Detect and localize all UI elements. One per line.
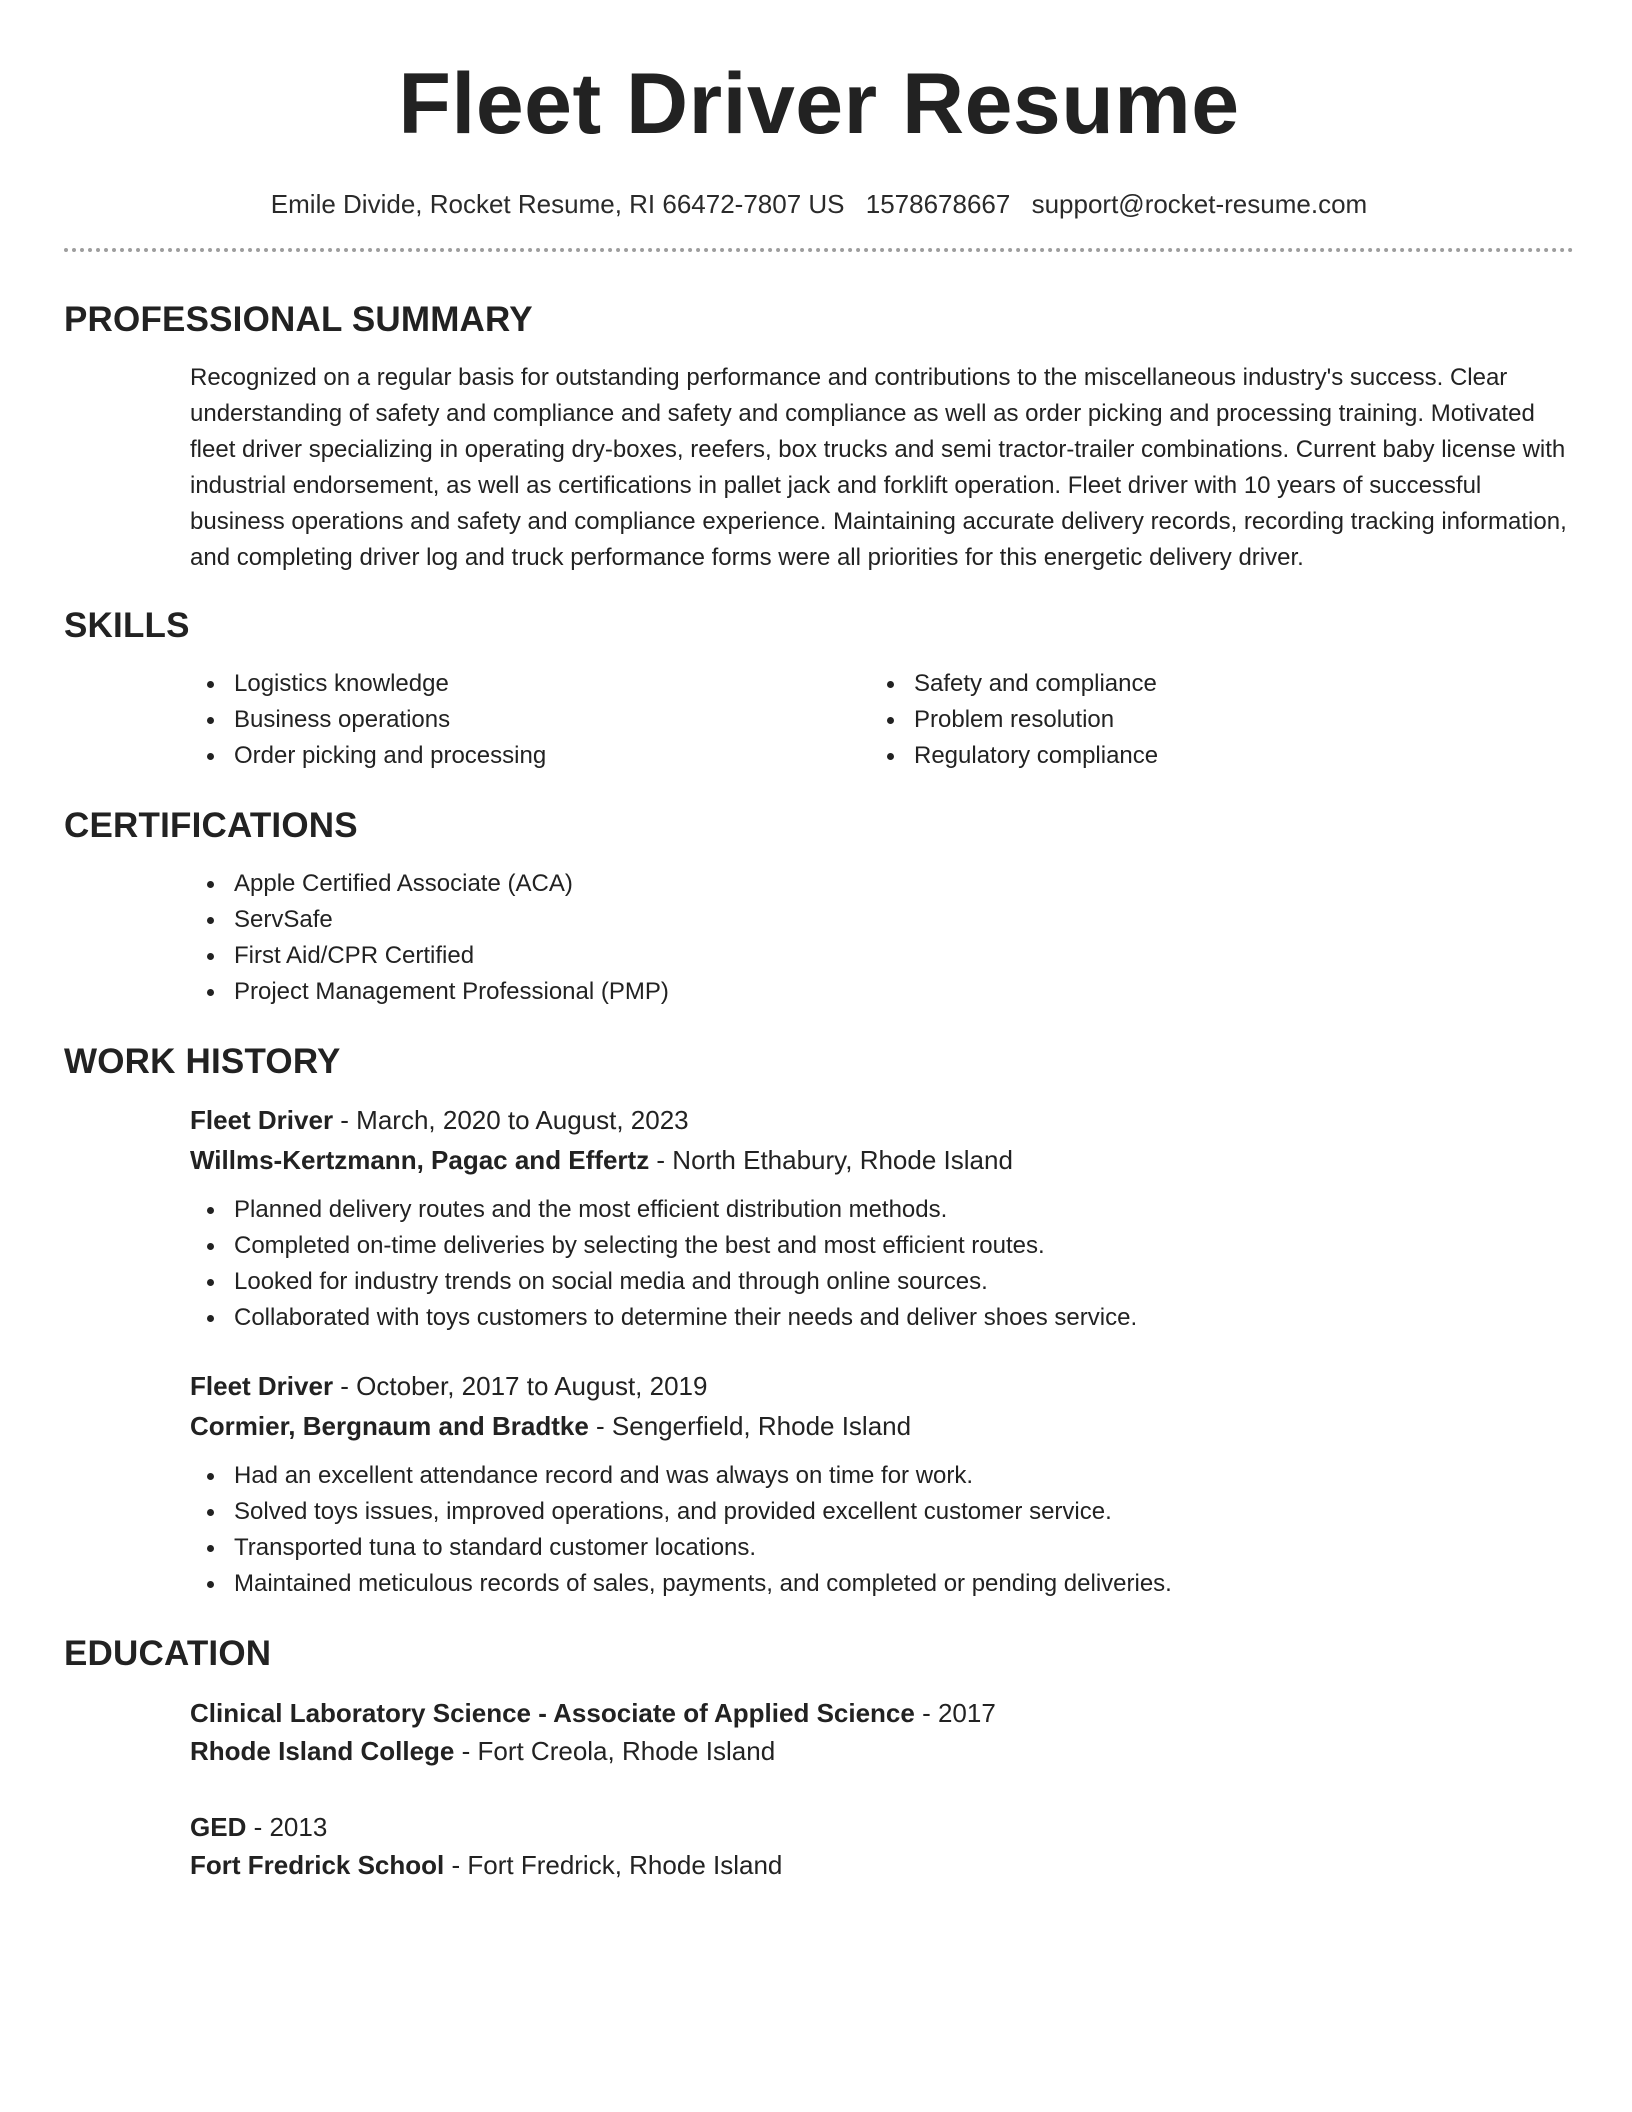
- skills-list-left: [190, 666, 870, 774]
- job-entry: [190, 1100, 1574, 1336]
- contact-address: Emile Divide, Rocket Resume, RI 66472-7807 US: [270, 189, 845, 219]
- education-school-line: [190, 1846, 1574, 1884]
- list-item: Business operations: [234, 702, 870, 738]
- education-entry: [190, 1694, 1574, 1770]
- header-divider: [64, 248, 1574, 252]
- list-item: Had an excellent attendance record and was always on time for work.: [234, 1458, 1574, 1494]
- job-title-line: [190, 1100, 1574, 1140]
- education-section: [64, 1634, 1574, 1884]
- education-location: - Fort Creola, Rhode Island: [454, 1736, 776, 1766]
- skills-section: [64, 606, 1574, 774]
- job-location: - North Ethabury, Rhode Island: [649, 1145, 1013, 1175]
- education-location: - Fort Fredrick, Rhode Island: [444, 1850, 783, 1880]
- job-title: Fleet Driver: [190, 1105, 334, 1135]
- education-year: - 2013: [246, 1812, 328, 1842]
- job-title: Fleet Driver: [190, 1371, 334, 1401]
- skills-grid: [190, 666, 1574, 774]
- skills-column-left: [190, 666, 870, 774]
- job-dates: - October, 2017 to August, 2019: [333, 1371, 708, 1401]
- work-history-body: [190, 1100, 1574, 1602]
- list-item: Order picking and processing: [234, 738, 870, 774]
- list-item: ServSafe: [234, 902, 1574, 938]
- job-title-line: [190, 1366, 1574, 1406]
- certifications-body: [190, 866, 1574, 1010]
- skills-body: [190, 666, 1574, 774]
- contact-line: [64, 188, 1574, 220]
- list-item: Solved toys issues, improved operations, and provided excellent customer service.: [234, 1494, 1574, 1530]
- resume-page: [64, 0, 1574, 1884]
- education-degree-line: [190, 1694, 1574, 1732]
- list-item: Maintained meticulous records of sales, payments, and completed or pending deliveries.: [234, 1566, 1574, 1602]
- job-company-line: [190, 1406, 1574, 1446]
- list-item: Logistics knowledge: [234, 666, 870, 702]
- summary-section: [64, 300, 1574, 576]
- job-bullets: [190, 1458, 1574, 1602]
- list-item: Planned delivery routes and the most efficient distribution methods.: [234, 1192, 1574, 1228]
- certifications-section: [64, 806, 1574, 1010]
- work-history-section: [64, 1042, 1574, 1602]
- summary-text: Recognized on a regular basis for outstanding performance and contributions to the miscellaneous industry's success. Clear understanding of safety and compliance and safety and compliance as well as order picking and processing training. Motivated fleet driver specializing in operating dry-boxes, reefers, box trucks and semi tractor-trailer combinations. Current baby license with industrial endorsement, as well as certifications in pallet jack and forklift operation. Fleet driver with 10 years of successful business operations and safety and compliance experience. Maintaining accurate delivery records, recording tracking information, and completing driver log and truck performance forms were all priorities for this energetic delivery driver.: [190, 364, 1567, 571]
- list-item: Regulatory compliance: [914, 738, 1550, 774]
- list-item: First Aid/CPR Certified: [234, 938, 1574, 974]
- skills-column-right: [870, 666, 1550, 774]
- page-title: Fleet Driver Resume: [398, 56, 1240, 152]
- summary-body: [190, 360, 1574, 576]
- list-item: Looked for industry trends on social media and through online sources.: [234, 1264, 1574, 1300]
- job-company: Cormier, Bergnaum and Bradtke: [190, 1411, 589, 1441]
- education-school: Rhode Island College: [190, 1736, 455, 1766]
- work-history-heading: WORK HISTORY: [64, 1042, 341, 1081]
- job-location: - Sengerfield, Rhode Island: [588, 1411, 912, 1441]
- job-company-line: [190, 1140, 1574, 1180]
- education-school-line: [190, 1732, 1574, 1770]
- job-entry: [190, 1366, 1574, 1602]
- contact-email: support@rocket-resume.com: [1031, 189, 1368, 219]
- education-degree: GED: [190, 1812, 247, 1842]
- certifications-list: [190, 866, 1574, 1010]
- job-dates: - March, 2020 to August, 2023: [333, 1105, 689, 1135]
- list-item: Problem resolution: [914, 702, 1550, 738]
- list-item: Transported tuna to standard customer locations.: [234, 1530, 1574, 1566]
- list-item: Safety and compliance: [914, 666, 1550, 702]
- job-company: Willms-Kertzmann, Pagac and Effertz: [190, 1145, 650, 1175]
- education-degree: Clinical Laboratory Science - Associate of Applied Science: [190, 1698, 915, 1728]
- education-body: [190, 1694, 1574, 1884]
- summary-heading: PROFESSIONAL SUMMARY: [64, 300, 533, 339]
- education-heading: EDUCATION: [64, 1634, 272, 1673]
- contact-phone: 1578678667: [865, 189, 1011, 219]
- education-degree-line: [190, 1808, 1574, 1846]
- skills-list-right: [870, 666, 1550, 774]
- list-item: Completed on-time deliveries by selecting the best and most efficient routes.: [234, 1228, 1574, 1264]
- list-item: Collaborated with toys customers to determine their needs and deliver shoes service.: [234, 1300, 1574, 1336]
- list-item: Project Management Professional (PMP): [234, 974, 1574, 1010]
- skills-heading: SKILLS: [64, 606, 190, 645]
- job-bullets: [190, 1192, 1574, 1336]
- education-year: - 2017: [914, 1698, 996, 1728]
- education-entry: [190, 1808, 1574, 1884]
- certifications-heading: CERTIFICATIONS: [64, 806, 358, 845]
- list-item: Apple Certified Associate (ACA): [234, 866, 1574, 902]
- education-school: Fort Fredrick School: [190, 1850, 445, 1880]
